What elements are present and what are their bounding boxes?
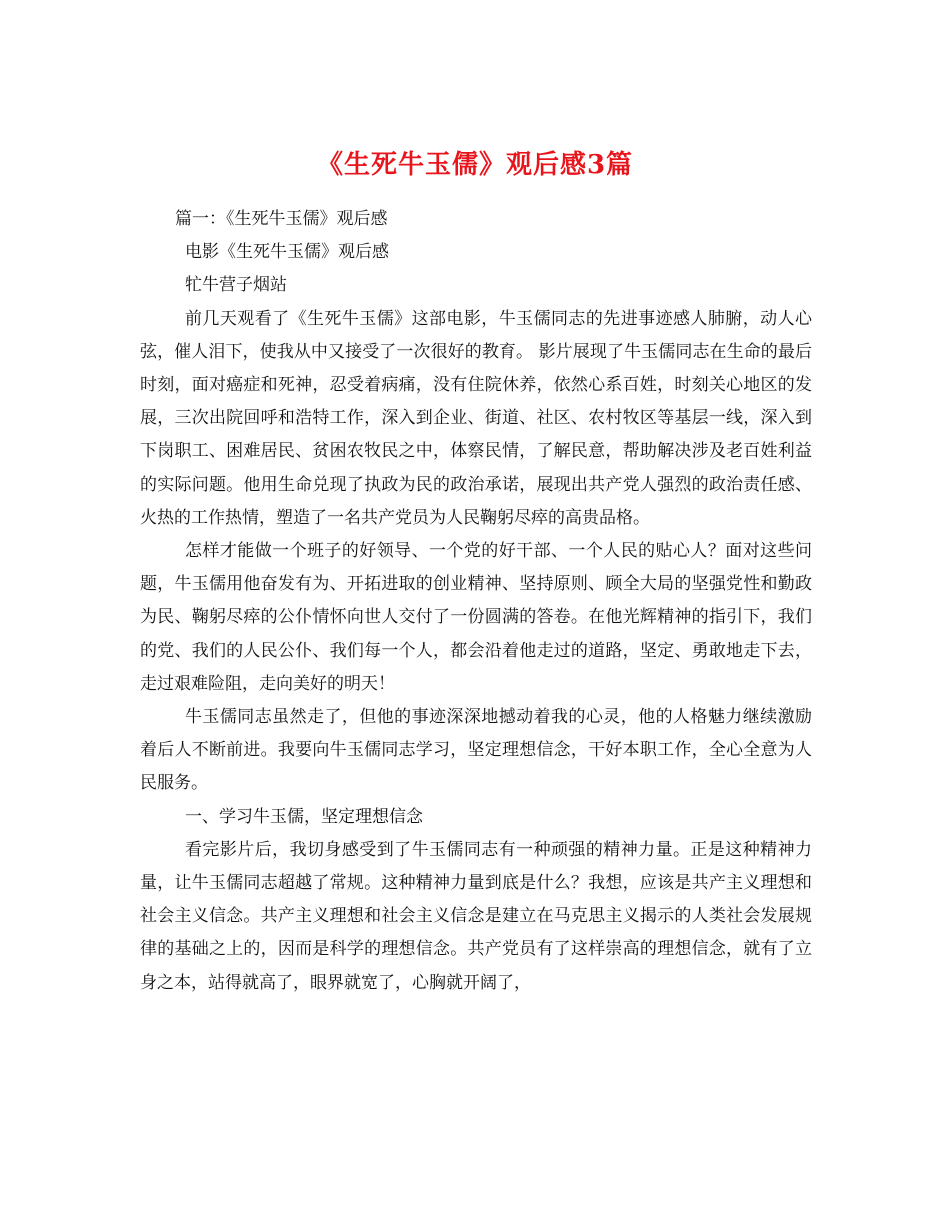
document-title: 《生死牛玉儒》观后感3篇 — [316, 150, 634, 181]
body-paragraph: 前几天观看了《生死牛玉儒》这部电影，牛玉儒同志的先进事迹感人肺腑，动人心弦，催人泪下，使我从中又接受了一次很好的教育。 影片展现了牛玉儒同志在生命的最后时刻，面对癌症和死神，忍受着病痛，没有住院休养，依然心系百姓，时刻关心地区的发展，三次出院回呼和浩特工作，深入到企业、街道、社区、农村牧区等基层一线，深入到下岗职工、困难居民、贫困农牧民之中，体察民情，了解民意，帮助解决涉及老百姓利益的实际问题。他用生命兑现了执政为民的政治承诺，展现出共产党人强烈的政治责任感、火热的工作热情，塑造了一名共产党员为人民鞠躬尽瘁的高贵品格。 — [140, 308, 812, 528]
document-body — [140, 203, 812, 1000]
body-paragraph: 怎样才能做一个班子的好领导、一个党的好干部、一个人民的贴心人？面对这些问题，牛玉儒用他奋发有为、开拓进取的创业精神、坚持原则、顾全大局的坚强党性和勤政为民、鞠躬尽瘁的公仆情怀向世人交付了一份圆满的答卷。在他光辉精神的指引下，我们的党、我们的人民公仆、我们每一个人，都会沿着他走过的道路，坚定、勇敢地走下去，走过艰难险阻，走向美好的明天！ — [140, 541, 812, 694]
body-paragraph: 看完影片后，我切身感受到了牛玉儒同志有一种顽强的精神力量。正是这种精神力量，让牛玉儒同志超越了常规。这种精神力量到底是什么？我想，应该是共产主义理想和社会主义信念。共产主义理想和社会主义信念是建立在马克思主义揭示的人类社会发展规律的基础之上的，因而是科学的理想信念。共产党员有了这样崇高的理想信念，就有了立身之本，站得就高了，眼界就宽了，心胸就开阔了， — [140, 839, 812, 993]
body-paragraph: 牛玉儒同志虽然走了，但他的事迹深深地撼动着我的心灵，他的人格魅力继续激励着后人不断前进。我要向牛玉儒同志学习，坚定理想信念，干好本职工作，全心全意为人民服务。 — [140, 707, 812, 794]
article-title: 电影《生死牛玉儒》观后感 — [185, 242, 389, 263]
author-unit: 牤牛营子烟站 — [185, 275, 287, 296]
section-heading: 一、学习牛玉儒，坚定理想信念 — [185, 806, 423, 827]
chapter-heading: 篇一：《生死牛玉儒》观后感 — [175, 209, 388, 229]
